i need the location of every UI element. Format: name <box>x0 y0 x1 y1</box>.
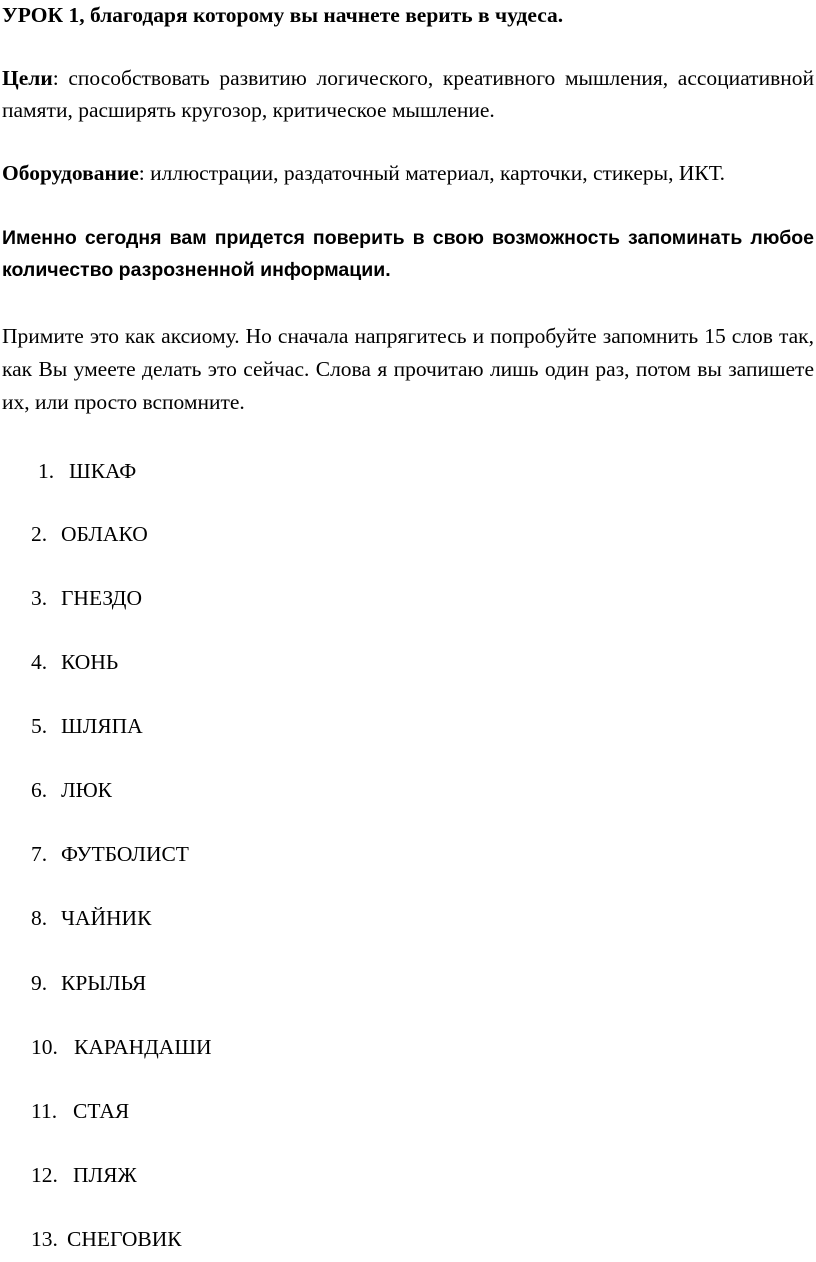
list-item-number: 3. <box>31 586 48 610</box>
list-item-word: КАРАНДАШИ <box>74 1035 212 1059</box>
list-item-number: 1. <box>38 459 55 483</box>
list-item <box>31 1097 129 1125</box>
emphasis-paragraph: Именно сегодня вам придется поверить в свою возможность запоминать любое количество разрозненной информации. <box>2 227 814 281</box>
goals-label: Цели <box>2 66 53 90</box>
list-item-number: 12. <box>31 1163 58 1187</box>
equipment-label: Оборудование <box>2 161 139 185</box>
goals-text: : способствовать развитию логического, креативного мышления, ассоциативной памяти, расширять кругозор, критическое мышление. <box>2 66 814 122</box>
list-item <box>31 1225 182 1253</box>
list-item <box>31 904 151 932</box>
list-item-number: 4. <box>31 650 48 674</box>
list-item-word: СТАЯ <box>73 1099 130 1123</box>
list-item-word: СНЕГОВИК <box>67 1227 182 1251</box>
list-item <box>31 520 148 548</box>
list-item <box>31 1161 137 1189</box>
list-item-word: ФУТБОЛИСТ <box>61 842 189 866</box>
equipment-paragraph <box>2 157 814 189</box>
list-item-word: ЧАЙНИК <box>61 906 152 930</box>
list-item <box>31 840 189 868</box>
list-item-number: 10. <box>31 1035 58 1059</box>
list-item-number: 8. <box>31 906 48 930</box>
list-item <box>31 584 142 612</box>
list-item-number: 5. <box>31 714 48 738</box>
list-item <box>31 648 118 676</box>
list-item <box>31 1033 212 1061</box>
list-item-word: ГНЕЗДО <box>61 586 143 610</box>
list-item-word: ЛЮК <box>61 778 113 802</box>
list-item-word: КРЫЛЬЯ <box>61 971 147 995</box>
list-item-number: 7. <box>31 842 48 866</box>
list-item-number: 13. <box>31 1227 58 1251</box>
equipment-text: : иллюстрации, раздаточный материал, карточки, стикеры, ИКТ. <box>138 161 726 185</box>
lesson-title: УРОК 1, благодаря которому вы начнете верить в чудеса. <box>2 3 564 27</box>
list-item-word: ОБЛАКО <box>61 522 148 546</box>
list-item <box>38 457 136 485</box>
list-item <box>31 969 146 997</box>
list-item <box>31 776 112 804</box>
intro-paragraph: Примите это как аксиому. Но сначала напрягитесь и попробуйте запомнить 15 слов так, как Вы умеете делать это сейчас. Слова я прочитаю лишь один раз, потом вы запишете их, или просто вспомните. <box>2 324 814 414</box>
list-item-number: 2. <box>31 522 48 546</box>
goals-paragraph <box>2 62 814 126</box>
list-item-number: 11. <box>31 1099 58 1123</box>
list-item-number: 6. <box>31 778 48 802</box>
list-item-word: ШЛЯПА <box>61 714 143 738</box>
list-item-word: КОНЬ <box>61 650 119 674</box>
list-item-word: ПЛЯЖ <box>73 1163 137 1187</box>
list-item-number: 9. <box>31 971 48 995</box>
list-item <box>31 712 143 740</box>
list-item-word: ШКАФ <box>69 459 137 483</box>
